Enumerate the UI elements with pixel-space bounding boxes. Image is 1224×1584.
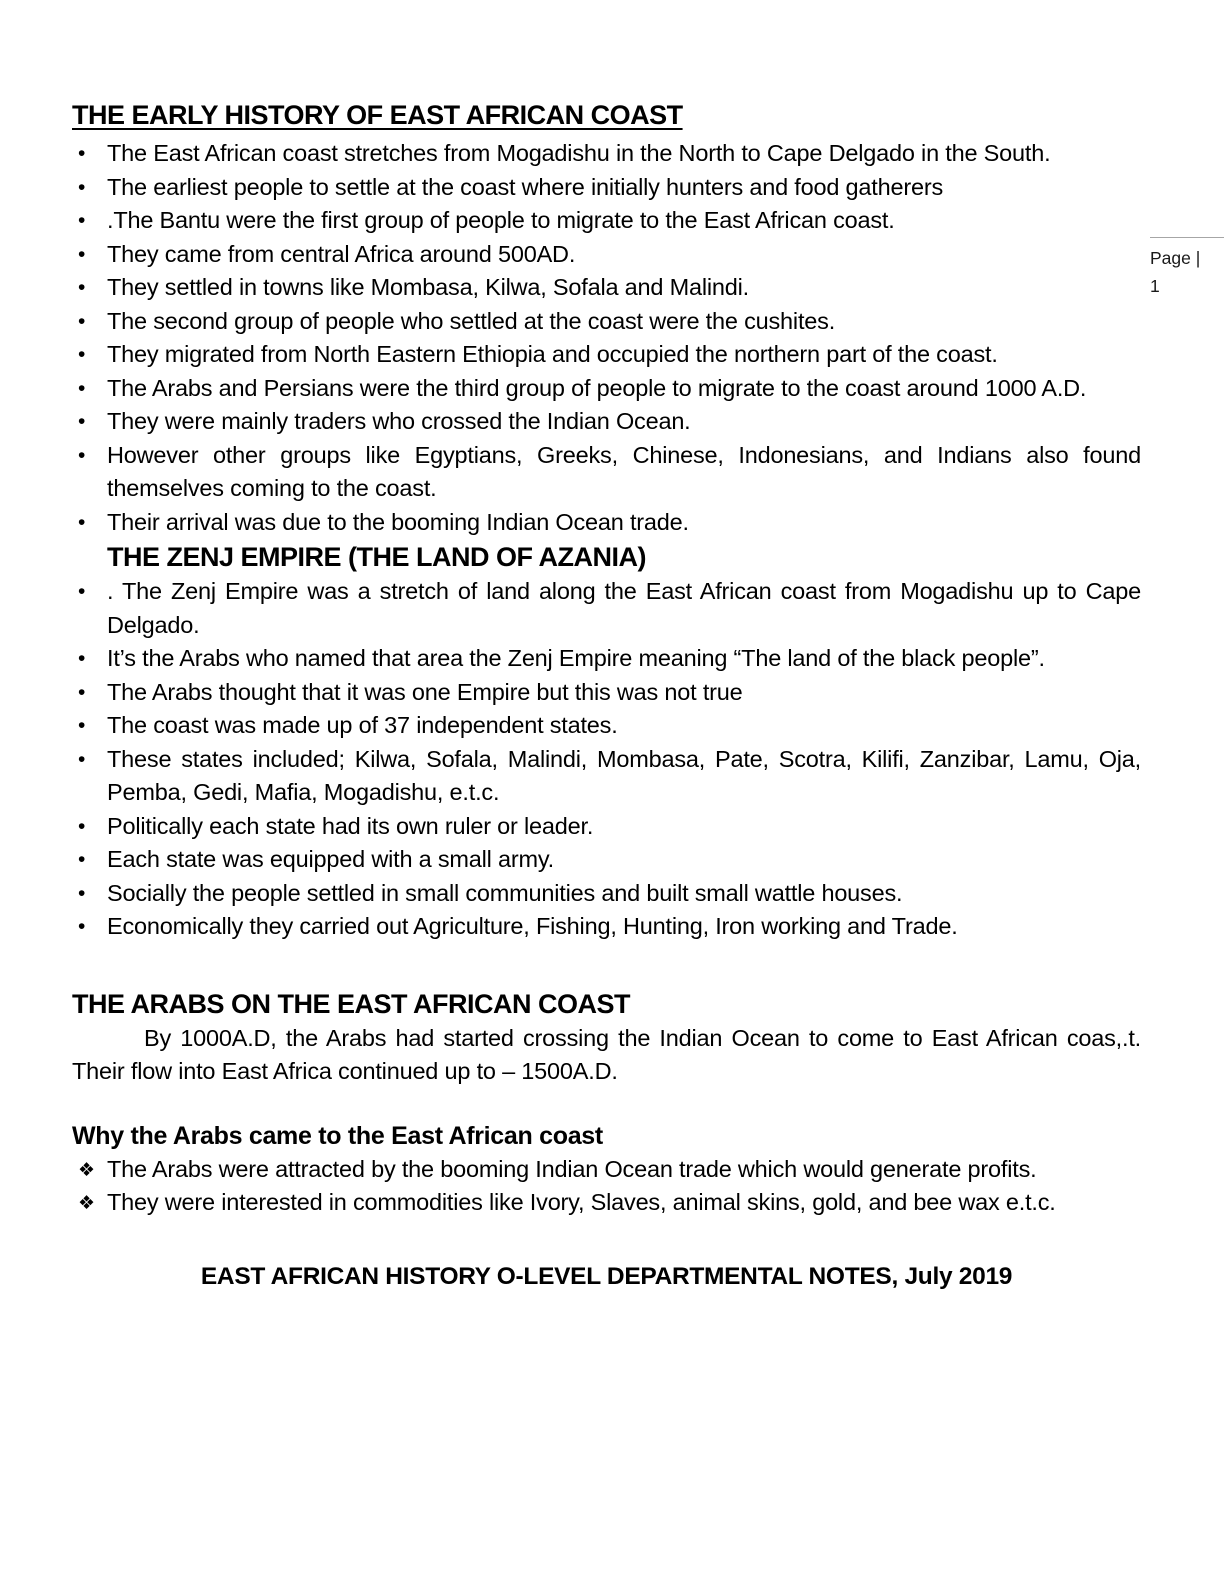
bullet-text: .The Bantu were the first group of people to migrate to the East African coast. bbox=[107, 207, 895, 233]
page-number-label: Page | bbox=[1150, 248, 1201, 268]
list-item bbox=[72, 439, 1141, 506]
page-title: THE EARLY HISTORY OF EAST AFRICAN COAST bbox=[72, 100, 683, 130]
bullet-text: They migrated from North Eastern Ethiopia and occupied the northern part of the coast. bbox=[107, 341, 998, 367]
bullet-text: The coast was made up of 37 independent states. bbox=[107, 712, 618, 738]
bullet-icon: • bbox=[78, 242, 86, 266]
bullet-text: Each state was equipped with a small army. bbox=[107, 846, 555, 872]
diamond-bullet-icon: ❖ bbox=[78, 1193, 95, 1214]
bullet-icon: • bbox=[78, 680, 86, 704]
list-item bbox=[72, 405, 1141, 439]
bullet-icon: • bbox=[78, 309, 86, 333]
bullet-icon: • bbox=[78, 510, 86, 534]
list-item bbox=[72, 204, 1141, 238]
bullet-text: They were interested in commodities like Ivory, Slaves, animal skins, gold, and bee wax e.t.c. bbox=[107, 1189, 1056, 1215]
zenj-empire-list bbox=[72, 575, 1141, 944]
list-item bbox=[72, 171, 1141, 205]
bullet-text: Politically each state had its own ruler or leader. bbox=[107, 812, 594, 839]
bullet-icon: • bbox=[78, 580, 86, 603]
list-item bbox=[72, 305, 1141, 339]
list-item bbox=[72, 1186, 1141, 1220]
list-item bbox=[72, 709, 1141, 743]
list-item bbox=[72, 575, 1141, 642]
bullet-text: They settled in towns like Mombasa, Kilwa, Sofala and Malindi. bbox=[107, 274, 749, 300]
bullet-text: The Arabs were attracted by the booming Indian Ocean trade which would generate profits. bbox=[107, 1155, 1037, 1182]
list-item bbox=[72, 843, 1141, 877]
early-history-list bbox=[72, 137, 1141, 539]
list-item bbox=[72, 910, 1141, 944]
why-arabs-heading: Why the Arabs came to the East African coast bbox=[72, 1121, 603, 1150]
list-item bbox=[72, 338, 1141, 372]
list-item bbox=[72, 372, 1141, 406]
bullet-icon: • bbox=[78, 848, 86, 871]
bullet-icon: • bbox=[78, 881, 86, 905]
why-arabs-list bbox=[72, 1153, 1141, 1220]
bullet-icon: • bbox=[78, 175, 86, 199]
page-number-note bbox=[1150, 237, 1224, 300]
bullet-text: The earliest people to settle at the coast where initially hunters and food gatherers bbox=[107, 173, 944, 200]
bullet-text: . The Zenj Empire was a stretch of land along the East African coast from Mogadishu up to Cape Delgado. bbox=[107, 578, 1141, 638]
list-item bbox=[72, 676, 1141, 710]
bullet-text: Economically they carried out Agriculture, Fishing, Hunting, Iron working and Trade. bbox=[107, 913, 958, 939]
page-number-value: 1 bbox=[1150, 276, 1160, 296]
bullet-icon: • bbox=[78, 410, 86, 433]
list-item bbox=[72, 271, 1141, 305]
bullet-text: The second group of people who settled at the coast were the cushites. bbox=[107, 307, 836, 334]
bullet-icon: • bbox=[78, 343, 86, 366]
bullet-icon: • bbox=[78, 376, 86, 400]
bullet-text: The Arabs and Persians were the third group of people to migrate to the coast around 1000 A.D. bbox=[107, 374, 1087, 401]
bullet-text: It’s the Arabs who named that area the Zenj Empire meaning “The land of the black people”. bbox=[107, 645, 1045, 671]
bullet-icon: • bbox=[78, 714, 86, 737]
bullet-icon: • bbox=[78, 747, 86, 771]
bullet-icon: • bbox=[78, 647, 86, 670]
arabs-paragraph: By 1000A.D, the Arabs had started crossing the Indian Ocean to come to East African coas,.t. Their flow into East Africa continued up to – 1500A.D. bbox=[72, 1024, 1141, 1084]
bullet-text: However other groups like Egyptians, Greeks, Chinese, Indonesians, and Indians also found themselves coming to the coast. bbox=[107, 441, 1141, 501]
list-item bbox=[72, 238, 1141, 272]
list-item bbox=[72, 743, 1141, 810]
bullet-icon: • bbox=[78, 443, 86, 467]
bullet-text: Their arrival was due to the booming Indian Ocean trade. bbox=[107, 508, 689, 535]
diamond-bullet-icon: ❖ bbox=[78, 1159, 95, 1181]
bullet-text: They were mainly traders who crossed the Indian Ocean. bbox=[107, 408, 691, 434]
bullet-icon: • bbox=[78, 915, 86, 938]
list-item bbox=[72, 1153, 1141, 1187]
bullet-icon: • bbox=[78, 814, 86, 838]
bullet-text: The East African coast stretches from Mogadishu in the North to Cape Delgado in the South. bbox=[107, 140, 1051, 166]
bullet-icon: • bbox=[78, 276, 86, 299]
bullet-text: The Arabs thought that it was one Empire but this was not true bbox=[107, 678, 743, 705]
document-footer: EAST AFRICAN HISTORY O-LEVEL DEPARTMENTAL NOTES, July 2019 bbox=[200, 1262, 1013, 1290]
bullet-icon: • bbox=[78, 209, 86, 232]
bullet-text: They came from central Africa around 500AD. bbox=[107, 240, 576, 267]
list-item bbox=[72, 642, 1141, 676]
list-item bbox=[72, 137, 1141, 171]
list-item bbox=[72, 877, 1141, 911]
bullet-text: These states included; Kilwa, Sofala, Malindi, Mombasa, Pate, Scotra, Kilifi, Zanzibar, Lamu, Oja, Pemba, Gedi, Mafia, Mogadishu, e.t.c. bbox=[107, 745, 1141, 805]
bullet-icon: • bbox=[78, 142, 86, 165]
zenj-empire-heading: THE ZENJ EMPIRE (THE LAND OF AZANIA) bbox=[107, 542, 646, 572]
bullet-text: Socially the people settled in small communities and built small wattle houses. bbox=[107, 879, 903, 906]
list-item bbox=[72, 810, 1141, 844]
list-item bbox=[72, 506, 1141, 540]
arabs-coast-heading: THE ARABS ON THE EAST AFRICAN COAST bbox=[72, 988, 631, 1019]
